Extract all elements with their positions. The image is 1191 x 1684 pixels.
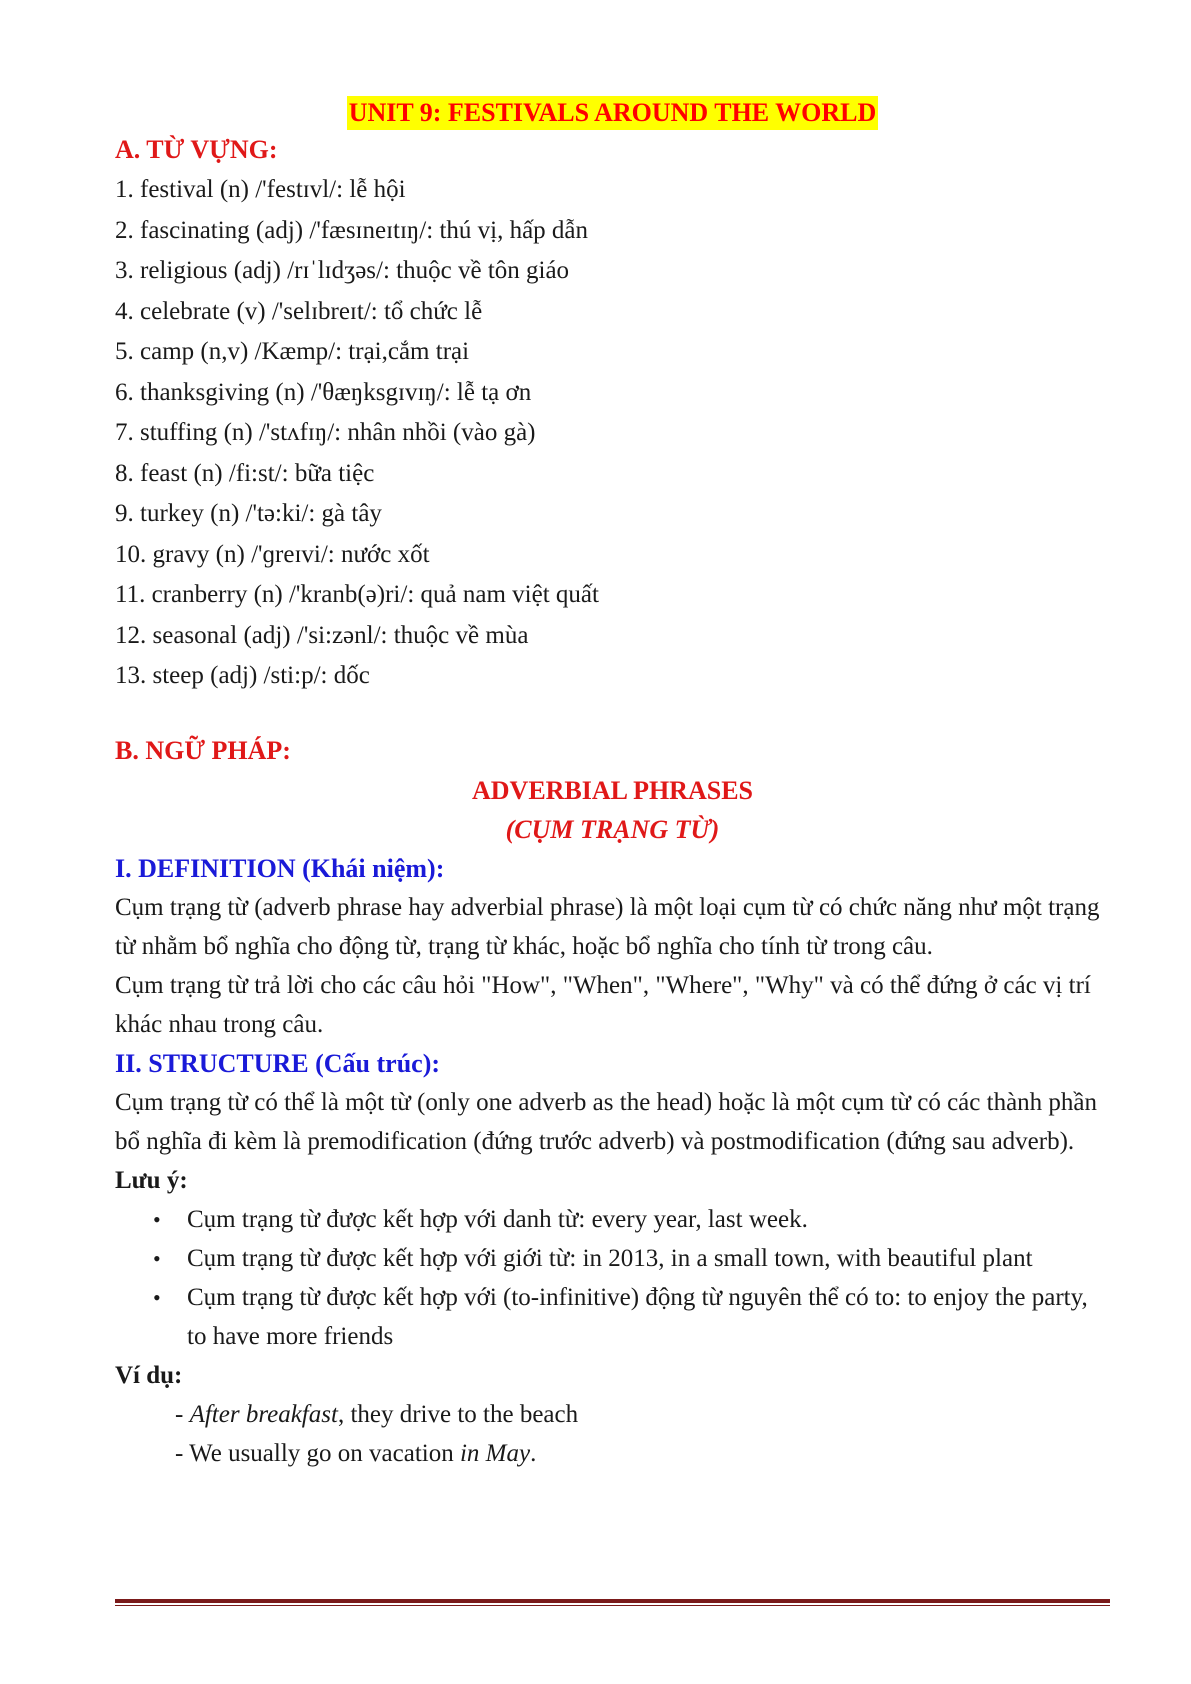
example-label: Ví dụ: — [115, 1361, 183, 1389]
footer-divider — [115, 1599, 1110, 1606]
vocab-list — [115, 170, 1110, 697]
bullet-icon: • — [153, 1245, 161, 1271]
example-sentence — [115, 1434, 1110, 1473]
vocab-item: 6. thanksgiving (n) /'θæŋksgɪvɪŋ/: lễ tạ ơn — [115, 378, 532, 406]
bullet-text: Cụm trạng từ được kết hợp với (to-infinitive) động từ nguyên thể có to: to enjoy the party, to have more friends — [187, 1283, 1088, 1350]
vocab-item: 13. steep (adj) /sti:p/: dốc — [115, 662, 370, 689]
example-sentence — [115, 1395, 1110, 1434]
bullet-text: Cụm trạng từ được kết hợp với danh từ: every year, last week. — [187, 1205, 808, 1233]
unit-title: UNIT 9: FESTIVALS AROUND THE WORLD — [347, 96, 879, 130]
vocab-item: 8. feast (n) /fi:st/: bữa tiệc — [115, 459, 375, 487]
example-adverbial: After breakfast — [189, 1400, 338, 1428]
footer-rule-thick — [115, 1599, 1110, 1603]
vocab-item: 5. camp (n,v) /Kæmp/: trại,cắm trại — [115, 338, 470, 365]
bullet-item — [153, 1239, 1110, 1278]
bullet-text: Cụm trạng từ được kết hợp với giới từ: in 2013, in a small town, with beautiful plant — [187, 1244, 1033, 1272]
definition-paragraph: Cụm trạng từ (adverb phrase hay adverbial phrase) là một loại cụm từ có chức năng như một trạng từ nhằm bổ nghĩa cho động từ, trạng từ khác, hoặc bổ nghĩa cho tính từ trong câu. — [115, 893, 1100, 960]
footer-rule-thin — [115, 1605, 1110, 1606]
vocab-item: 2. fascinating (adj) /'fæsɪneɪtɪŋ/: thú vị, hấp dẫn — [115, 216, 589, 244]
example-rest: , they drive to the beach — [337, 1400, 579, 1428]
spacer — [115, 697, 1110, 731]
example-rest: . — [530, 1439, 537, 1467]
note-bullets — [115, 1200, 1110, 1356]
vocab-item: 12. seasonal (adj) /'si:zənl/: thuộc về mùa — [115, 621, 529, 649]
vocab-item: 9. turkey (n) /'tə:ki/: gà tây — [115, 500, 382, 527]
vocab-item: 10. gravy (n) /'ɡreɪvi/: nước xốt — [115, 540, 430, 568]
bullet-icon: • — [153, 1206, 161, 1232]
vocab-item: 11. cranberry (n) /'kranb(ə)ri/: quả nam việt quất — [115, 581, 599, 608]
structure-paragraph: Cụm trạng từ có thể là một từ (only one adverb as the head) hoặc là một cụm từ có các thành phần bổ nghĩa đi kèm là premodification (đứng trước adverb) và postmodification (đứng sau adverb). — [115, 1088, 1098, 1155]
vocab-item: 7. stuffing (n) /'stʌfɪŋ/: nhân nhồi (vào gà) — [115, 419, 536, 446]
vocab-heading: A. TỪ VỰNG: — [115, 135, 278, 164]
bullet-icon: • — [153, 1284, 161, 1310]
example-adverbial: in May — [459, 1439, 531, 1467]
bullet-item — [153, 1278, 1110, 1356]
vocab-item: 3. religious (adj) /rɪˈlɪdʒəs/: thuộc về tôn giáo — [115, 257, 570, 284]
bullet-item — [153, 1200, 1110, 1239]
document-page — [115, 90, 1110, 1473]
vocab-item: 1. festival (n) /'festɪvl/: lễ hội — [115, 176, 406, 203]
definition-paragraph: Cụm trạng từ trả lời cho các câu hỏi "How", "When", "Where", "Why" và có thể đứng ở các vị trí khác nhau trong câu. — [115, 971, 1091, 1038]
topic-heading: ADVERBIAL PHRASES — [471, 775, 753, 805]
grammar-heading: B. NGỮ PHÁP: — [115, 735, 291, 765]
topic-subheading: (CỤM TRẠNG TỪ) — [505, 814, 720, 844]
example-prefix: - — [175, 1400, 190, 1428]
note-label: Lưu ý: — [115, 1166, 188, 1194]
title-container — [115, 90, 1110, 130]
vocab-item: 4. celebrate (v) /'selɪbreɪt/: tổ chức lễ — [115, 297, 483, 325]
example-prefix: - We usually go on vacation — [175, 1439, 460, 1467]
structure-heading: II. STRUCTURE (Cấu trúc): — [115, 1048, 441, 1078]
definition-heading: I. DEFINITION (Khái niệm): — [115, 853, 445, 883]
